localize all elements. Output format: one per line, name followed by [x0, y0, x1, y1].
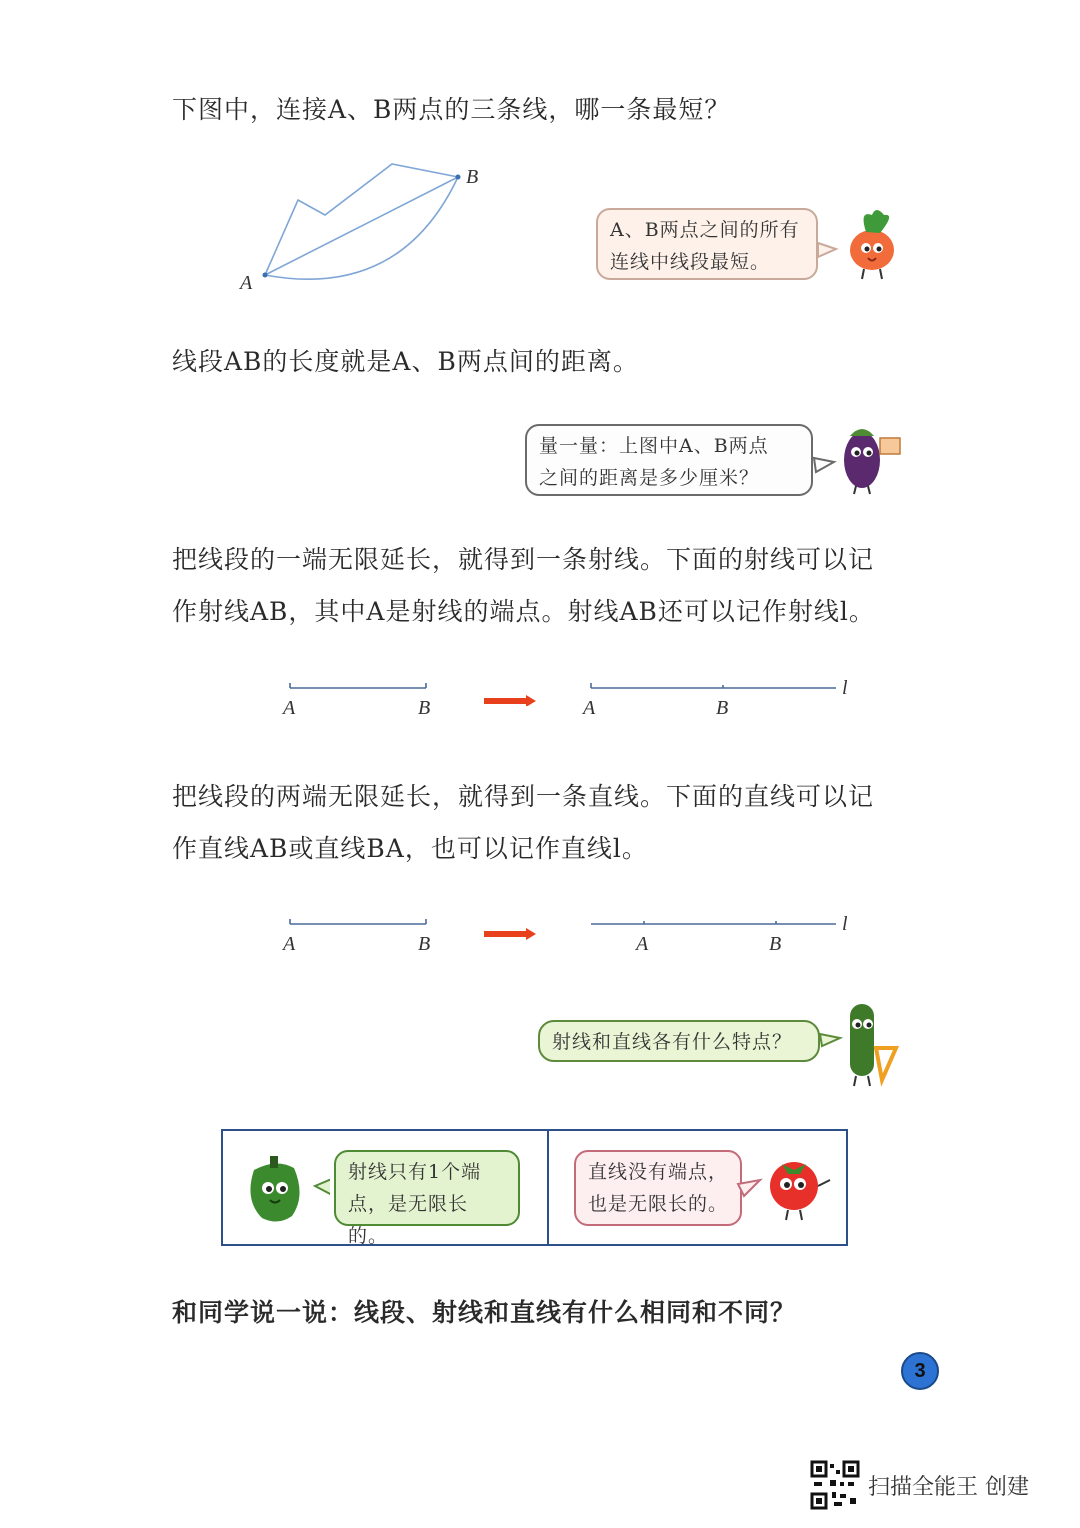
question-bubble-features: [538, 1020, 820, 1062]
tomato-character-icon: [736, 1150, 836, 1225]
point-b: [456, 175, 461, 180]
page-number-badge: 3: [901, 1352, 939, 1390]
eggplant-character-icon: [808, 410, 908, 495]
line-label-a: A: [636, 933, 649, 955]
point-a: [263, 273, 268, 278]
question-text: 下图中，连接A、B两点的三条线，哪一条最短？: [172, 95, 731, 124]
line-label-l: l: [842, 913, 848, 935]
arrow-icon: [484, 928, 536, 940]
ray-seg-label-b: B: [418, 697, 431, 719]
ray-label-l: l: [842, 677, 848, 699]
line-definition-line-2: 作直线AB或直线BA，也可以记作直线l。: [172, 834, 648, 863]
tip-bubble-shortest: [596, 208, 818, 280]
features-question: 射线和直线各有什么特点？: [552, 1031, 793, 1053]
ray-definition-line-2: 作射线AB，其中A是射线的端点。射线AB还可以记作射线l。: [172, 597, 875, 626]
pepper-character-icon: [240, 1152, 330, 1227]
broken-path: [265, 164, 458, 275]
tip-bubble-measure: [525, 424, 813, 496]
qr-code-icon: [810, 1460, 860, 1510]
arrow-icon: [484, 695, 536, 706]
tip-line-2: 连线中线段最短。: [610, 251, 771, 273]
discussion-question: 和同学说一说：线段、射线和直线有什么相同和不同？: [172, 1298, 797, 1327]
box-divider: [547, 1131, 549, 1244]
measure-line-2: 之间的距离是多少厘米？: [539, 467, 760, 489]
radish-character-icon: [814, 205, 904, 285]
tip-line-1: A、B两点之间的所有: [610, 219, 800, 241]
ray-figure: [280, 676, 860, 706]
line-feature-line-2: 也是无限长的。: [588, 1193, 729, 1215]
three-paths-figure: [230, 150, 500, 300]
measure-line-1: 量一量：上图中A、B两点: [539, 435, 769, 457]
distance-definition: 线段AB的长度就是A、B两点间的距离。: [172, 347, 639, 376]
line-definition-line-1: 把线段的两端无限延长，就得到一条直线。下面的直线可以记: [172, 782, 875, 811]
line-feature-line-1: 直线没有端点，: [588, 1161, 729, 1183]
label-b: B: [466, 166, 479, 188]
straight-segment: [265, 177, 458, 275]
line-feature-bubble: [574, 1150, 742, 1226]
line-label-b: B: [769, 933, 782, 955]
ray-feature-line-1: 射线只有1个端: [348, 1161, 482, 1183]
ray-feature-bubble: [334, 1150, 520, 1247]
line-seg-label-a: A: [283, 933, 296, 955]
ray-label-b: B: [716, 697, 729, 719]
cucumber-character-icon: [816, 998, 906, 1088]
scanner-watermark: 扫描全能王 创建: [868, 1475, 1029, 1500]
ray-seg-label-a: A: [283, 697, 296, 719]
ray-label-a: A: [583, 697, 596, 719]
ray-definition-line-1: 把线段的一端无限延长，就得到一条射线。下面的射线可以记: [172, 545, 875, 574]
ray-feature-line-2: 点，是无限长的。: [348, 1193, 469, 1247]
line-seg-label-b: B: [418, 933, 431, 955]
label-a: A: [240, 272, 253, 294]
